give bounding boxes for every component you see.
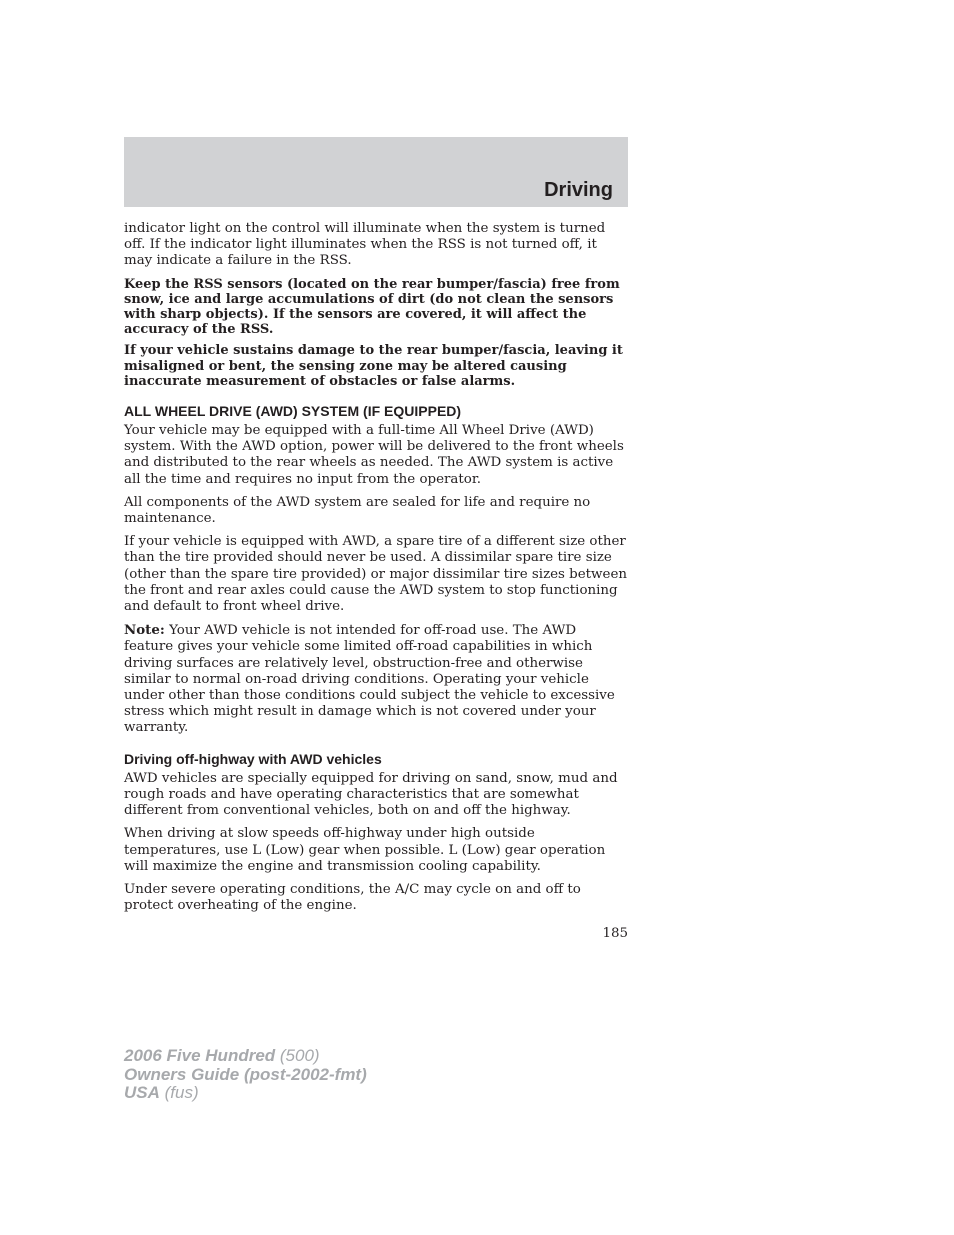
footer-model: 2006 Five Hundred (124, 1046, 276, 1065)
note-label: Note: (124, 622, 165, 639)
paragraph-awd-intro: Your vehicle may be equipped with a full-time All Wheel Drive (AWD) system. With the AWD option, power will be delivered to the front wheels and distributed to the rear wheels as needed. The AWD system is active all the time and requires no input from the operator. (124, 423, 624, 487)
heading-off-highway: Driving off-highway with AWD vehicles (124, 750, 382, 767)
paragraph-off-highway-ac: Under severe operating conditions, the A/C may cycle on and off to protect overheating of the engine. (124, 881, 581, 914)
paragraph-awd-note (124, 622, 628, 736)
warning-bumper-damage: If your vehicle sustains damage to the rear bumper/fascia, leaving it misaligned or bent, the sensing zone may be altered causing inaccurate measurement of obstacles or false alarms. (124, 343, 623, 389)
paragraph-awd-spare-tire: If your vehicle is equipped with AWD, a spare tire of a different size other than the tire provided should never be used. A dissimilar spare tire size (other than the spare tire provided) or major dissimilar tire sizes between the front and rear axles could cause the AWD system to stop functioning and default to front wheel drive. (124, 534, 627, 615)
paragraph-off-highway-low-gear: When driving at slow speeds off-highway under high outside temperatures, use L (Low) gear when possible. L (Low) gear operation will maximize the engine and transmission cooling capability. (124, 826, 606, 874)
document-footer (124, 1047, 367, 1103)
paragraph-awd-maintenance: All components of the AWD system are sealed for life and require no maintenance. (124, 494, 591, 527)
footer-guide: Owners Guide (post-2002-fmt) (124, 1064, 367, 1084)
heading-awd-system: ALL WHEEL DRIVE (AWD) SYSTEM (IF EQUIPPED) (124, 403, 462, 420)
page-content (124, 221, 628, 921)
section-title: Driving (544, 179, 613, 201)
page-number: 185 (602, 926, 628, 941)
footer-market-code: (fus) (159, 1083, 199, 1102)
footer-line-model (124, 1047, 367, 1066)
paragraph-off-highway-intro: AWD vehicles are specially equipped for driving on sand, snow, mud and rough roads and have operating characteristics that are somewhat different from conventional vehicles, both on and off the highway. (124, 770, 618, 819)
section-header-band (124, 137, 628, 207)
footer-model-code: (500) (275, 1046, 320, 1065)
paragraph-rss-indicator: indicator light on the control will illuminate when the system is turned off. If the indicator light illuminates when the RSS is not turned off, it may indicate a failure in the RSS. (124, 221, 606, 269)
footer-line-market (124, 1084, 367, 1103)
footer-line-guide (124, 1066, 367, 1085)
note-text: Your AWD vehicle is not intended for off-road use. The AWD feature gives your vehicle some limited off-road capabilities in which driving surfaces are relatively level, obstruction-free and otherwise similar to normal on-road driving conditions. Operating your vehicle under other than those conditions could subject the vehicle to excessive stress which might result in damage which is not covered under your warranty. (124, 623, 615, 736)
warning-sensors-clean: Keep the RSS sensors (located on the rear bumper/fascia) free from snow, ice and large accumulations of dirt (do not clean the sensors with sharp objects). If the sensors are covered, it will affect the accuracy of the RSS. (124, 276, 620, 338)
footer-market: USA (124, 1083, 160, 1102)
